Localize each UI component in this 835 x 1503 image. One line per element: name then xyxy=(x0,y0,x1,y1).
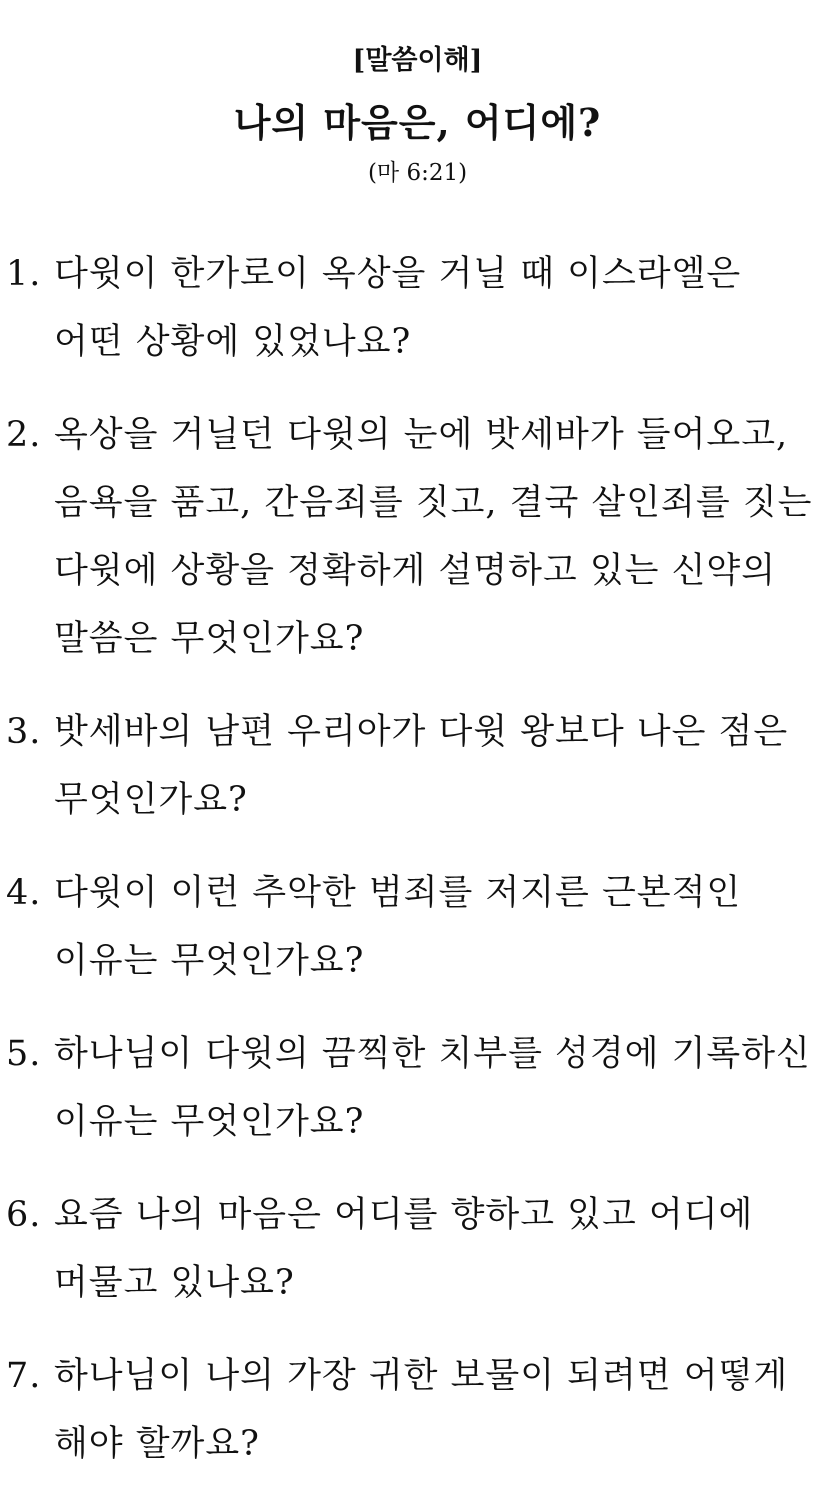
question-list xyxy=(6,240,828,1503)
question-line: 옥상을 거닐던 다윗의 눈에 밧세바가 들어오고, xyxy=(54,415,789,455)
question-line: 어떤 상황에 있었나요? xyxy=(54,322,412,362)
page-title: 나의 마음은, 어디에? xyxy=(233,100,602,145)
question-number: 6. xyxy=(6,1195,42,1235)
question-item xyxy=(6,698,828,834)
question-number: 2. xyxy=(6,415,42,455)
question-item xyxy=(6,1342,828,1478)
question-item xyxy=(6,1020,828,1156)
question-item xyxy=(6,859,828,995)
scripture-reference: (마 6:21) xyxy=(367,160,468,186)
question-line: 하나님이 다윗의 끔찍한 치부를 성경에 기록하신 xyxy=(54,1034,811,1074)
question-line: 다윗이 한가로이 옥상을 거닐 때 이스라엘은 xyxy=(54,254,742,294)
question-number: 4. xyxy=(6,873,42,913)
question-line: 이유는 무엇인가요? xyxy=(54,941,365,981)
question-number: 1. xyxy=(6,254,42,294)
question-line: 다윗이 이런 추악한 범죄를 저지른 근본적인 xyxy=(54,873,742,913)
question-item xyxy=(6,240,828,376)
question-text xyxy=(54,698,828,834)
question-text xyxy=(54,401,828,673)
question-item xyxy=(6,401,828,673)
question-line: 말씀은 무엇인가요? xyxy=(54,619,365,659)
question-text xyxy=(54,859,828,995)
question-text xyxy=(54,1020,828,1156)
question-line: 머물고 있나요? xyxy=(54,1263,295,1303)
question-text xyxy=(54,1342,828,1478)
question-line: 무엇인가요? xyxy=(54,780,248,820)
question-line: 다윗에 상황을 정확하게 설명하고 있는 신약의 xyxy=(54,551,777,591)
question-line: 음욕을 품고, 간음죄를 짓고, 결국 살인죄를 짓는 xyxy=(54,483,813,523)
question-line: 해야 할까요? xyxy=(54,1424,260,1464)
question-item xyxy=(6,1181,828,1317)
question-line: 밧세바의 남편 우리아가 다윗 왕보다 나은 점은 xyxy=(54,712,789,752)
question-text xyxy=(54,1181,828,1317)
question-line: 요즘 나의 마음은 어디를 향하고 있고 어디에 xyxy=(54,1195,754,1235)
question-text xyxy=(54,240,828,376)
question-number: 7. xyxy=(6,1356,42,1396)
question-number: 3. xyxy=(6,712,42,752)
question-number: 5. xyxy=(6,1034,42,1074)
section-label: [말씀이해] xyxy=(352,45,483,76)
question-line: 하나님이 나의 가장 귀한 보물이 되려면 어떻게 xyxy=(54,1356,789,1396)
question-line: 이유는 무엇인가요? xyxy=(54,1102,365,1142)
